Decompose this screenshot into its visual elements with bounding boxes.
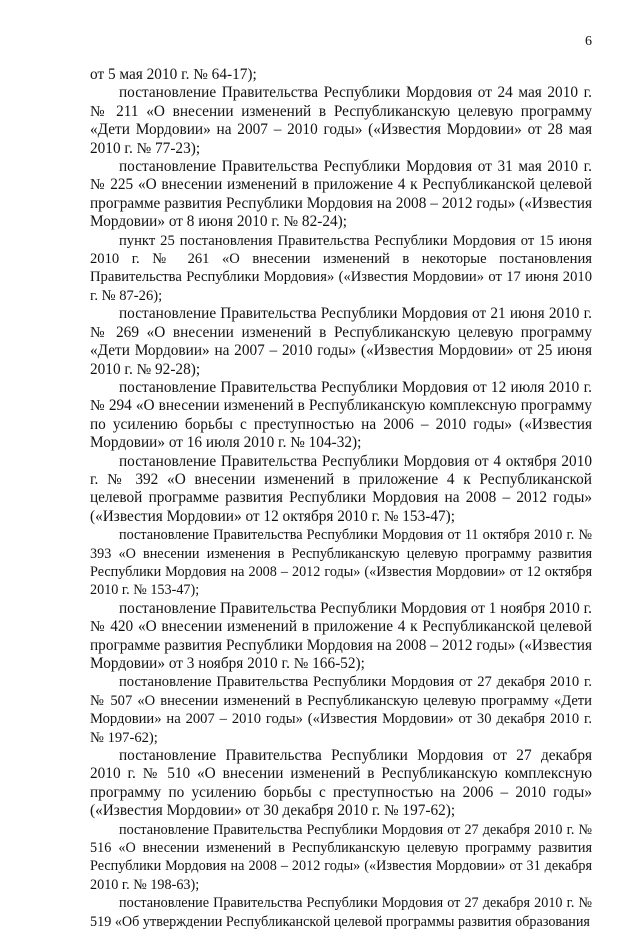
page-number: 6 xyxy=(585,34,592,49)
paragraph: постановление Правительства Республики Мордовия от 31 мая 2010 г. № 225 «О внесении изменений в приложение 4 к Республиканской целевой программе развития Республики Мордовия на 2008 – 2012 годы» («Известия Мордовии» от 8 июня 2010 г. № 82-24); xyxy=(90,158,592,231)
paragraph: постановление Правительства Республики Мордовия от 4 октября 2010 г. № 392 «О внесении изменений в приложение 4 к Республиканской целевой программе развития Республики Мордовия на 2008 – 2012 годы» («Известия Мордовии» от 12 октября 2010 г. № 153-47); xyxy=(90,452,592,525)
paragraph: постановление Правительства Республики Мордовия от 27 декабря 2010 г. № 516 «О внесении изменений в Республиканскую целевую программу развития Республики Мордовия на 2008 – 2012 годы» («Известия Мордовии» от 31 декабря 2010 г. № 198-63); xyxy=(90,821,592,893)
paragraph: постановление Правительства Республики Мордовия от 24 мая 2010 г. № 211 «О внесении изменений в Республиканскую целевую программу «Дети Мордовии» на 2007 – 2010 годы» («Известия Мордовии» от 28 мая 2010 г. № 77-23); xyxy=(90,84,592,157)
paragraph: постановление Правительства Республики Мордовия от 27 декабря 2010 г. № 519 «Об утверждении Республиканской целевой программы развития образования xyxy=(90,895,592,930)
document-body xyxy=(90,66,592,931)
paragraph: постановление Правительства Республики Мордовия от 12 июля 2010 г. № 294 «О внесении изменений в Республиканскую комплексную программу по усилению борьбы с преступностью на 2006 – 2010 годы» («Известия Мордовии» от 16 июля 2010 г. № 104-32); xyxy=(90,378,592,452)
paragraph: от 5 мая 2010 г. № 64-17); xyxy=(90,66,257,83)
paragraph: постановление Правительства Республики Мордовия от 27 декабря 2010 г. № 507 «О внесении изменений в Республиканскую целевую программу «Дети Мордовии» на 2007 – 2010 годы» («Известия Мордовии» от 30 декабря 2010 г. № 197-62); xyxy=(90,674,592,746)
paragraph: постановление Правительства Республики Мордовия от 21 июня 2010 г. № 269 «О внесении изменений в Республиканскую целевую программу «Дети Мордовии» на 2007 – 2010 годы» («Известия Мордовии» от 25 июня 2010 г. № 92-28); xyxy=(90,305,592,378)
paragraph: постановление Правительства Республики Мордовия от 11 октября 2010 г. № 393 «О внесении изменения в Республиканскую целевую программу развития Республики Мордовия на 2008 – 2012 годы» («Известия Мордовии» от 12 октября 2010 г. № 153-47); xyxy=(90,527,592,599)
paragraph: пункт 25 постановления Правительства Республики Мордовия от 15 июня 2010 г. № 261 «О внесении изменений в некоторые постановления Правительства Республики Мордовия» («Известия Мордовии» от 17 июня 2010 г. № 87-26); xyxy=(90,232,592,304)
paragraph: постановление Правительства Республики Мордовия от 27 декабря 2010 г. № 510 «О внесении изменений в Республиканскую комплексную программу по усилению борьбы с преступностью на 2006 – 2010 годы» («Известия Мордовии» от 30 декабря 2010 г. № 197-62); xyxy=(90,747,592,820)
paragraph: постановление Правительства Республики Мордовия от 1 ноября 2010 г. № 420 «О внесении изменений в приложение 4 к Республиканской целевой программе развития Республики Мордовия на 2008 – 2012 годы» («Известия Мордовии» от 3 ноября 2010 г. № 166-52); xyxy=(90,599,592,672)
